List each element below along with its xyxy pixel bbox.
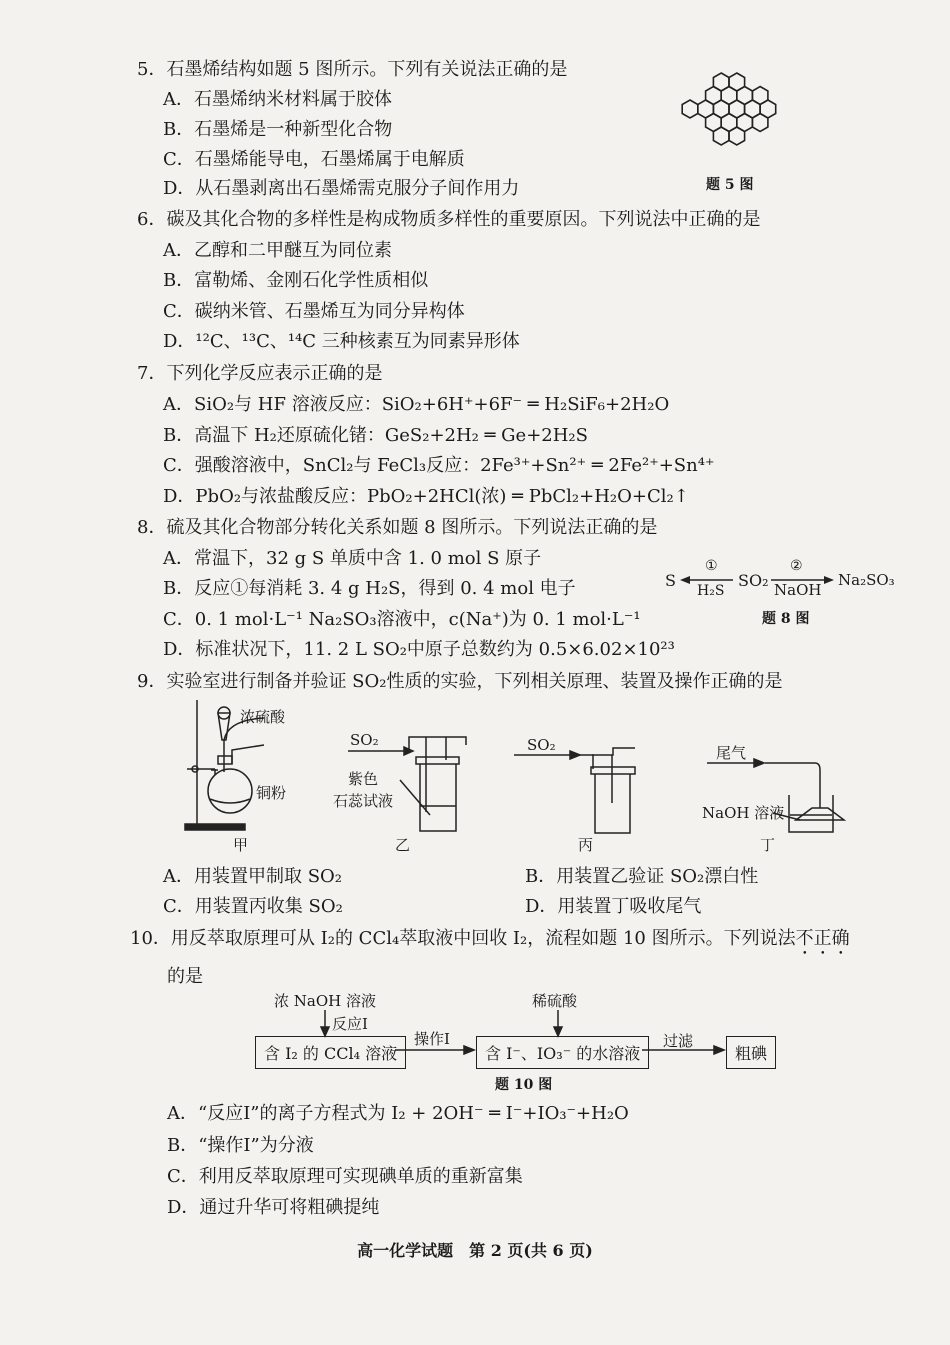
q10-figure-caption: 题 10 图 [495,1077,553,1093]
q9-copper-powder-label: 铜粉 [256,784,287,802]
q8-stem: 8．硫及其化合物部分转化关系如题 8 图所示。下列说法正确的是 [137,517,658,538]
q10-reagent-dilute-h2so4: 稀硫酸 [532,992,578,1010]
q6-stem: 6．碳及其化合物的多样性是构成物质多样性的重要原因。下列说法中正确的是 [137,209,761,230]
q9-apparatus-bing-label: 丙 [578,836,594,854]
q8-figure-caption: 题 8 图 [762,611,810,627]
q7-option-b: B．高温下 H₂还原硫化锗：GeS₂+2H₂ ═ Ge+2H₂S [163,425,588,446]
q8-reagent-h2s: H₂S [697,583,725,599]
q9-yi-gas-label: SO₂ [350,731,379,749]
q9-option-c: C．用装置丙收集 SO₂ [163,896,343,917]
q9-litmus-label-2: 石蕊试液 [333,792,394,810]
q8-option-c: C．0. 1 mol·L⁻¹ Na₂SO₃溶液中，c(Na⁺)为 0. 1 mol·L⁻¹ [163,609,641,630]
q10-stem-part-1: 10．用反萃取原理可从 I₂的 CCl₄萃取液中回收 I₂，流程如题 10 图所示。下列说法 [130,928,796,949]
q7-option-d: D．PbO₂与浓盐酸反应：PbO₂+2HCl(浓) ═ PbCl₂+H₂O+Cl₂↑ [163,486,689,507]
q8-option-d: D．标准状况下，11. 2 L SO₂中原子总数约为 0.5×6.02×10²³ [163,639,675,660]
q10-stem-emphasis: 不正确 [795,928,850,949]
q9-option-d: D．用装置丁吸收尾气 [525,896,702,917]
q8-na2so3: Na₂SO₃ [838,571,895,589]
q10-option-a: A．“反应Ⅰ”的离子方程式为 I₂ + 2OH⁻ ═ I⁻+IO₃⁻+H₂O [167,1103,629,1124]
q9-bing-gas-label: SO₂ [527,736,556,754]
q5-stem: 5．石墨烯结构如题 5 图所示。下列有关说法正确的是 [137,59,568,80]
q9-stem: 9．实验室进行制备并验证 SO₂性质的实验，下列相关原理、装置及操作正确的是 [137,671,783,692]
q8-sulfur: S [665,571,676,590]
q10-box-i2-ccl4: 含 I₂ 的 CCl₄ 溶液 [255,1036,406,1069]
q9-apparatus-yi-label: 乙 [395,836,411,854]
q8-reagent-naoh: NaOH [774,581,822,599]
q5-option-c: C．石墨烯能导电，石墨烯属于电解质 [163,149,465,170]
q8-so2: SO₂ [738,571,769,590]
q6-option-d: D．¹²C、¹³C、¹⁴C 三种核素互为同素异形体 [163,331,520,352]
q10-reagent-naoh: 浓 NaOH 溶液 [274,992,376,1010]
q6-option-b: B．富勒烯、金刚石化学性质相似 [163,270,429,291]
q5-option-a: A．石墨烯纳米材料属于胶体 [163,89,392,110]
q8-option-a: A．常温下，32 g S 单质中含 1. 0 mol S 原子 [163,548,542,569]
q9-option-a: A．用装置甲制取 SO₂ [163,866,343,887]
page-footer: 高一化学试题 第 2 页(共 6 页) [357,1241,593,1260]
q9-tail-gas-label: 尾气 [716,744,747,762]
q5-option-b: B．石墨烯是一种新型化合物 [163,119,393,140]
q10-option-b: B．“操作Ⅰ”为分液 [167,1135,314,1156]
q10-box-aqueous-solution: 含 I⁻、IO₃⁻ 的水溶液 [476,1036,649,1069]
q9-litmus-label-1: 紫色 [348,770,379,788]
q10-reaction-1-label: 反应Ⅰ [332,1015,368,1033]
q10-option-c: C．利用反萃取原理可实现碘单质的重新富集 [167,1166,523,1187]
q6-option-a: A．乙醇和二甲醚互为同位素 [163,240,392,261]
q9-option-b: B．用装置乙验证 SO₂漂白性 [525,866,759,887]
q9-naoh-solution-label: NaOH 溶液 [702,804,785,822]
q5-figure-caption: 题 5 图 [706,177,754,193]
q10-option-d: D．通过升华可将粗碘提纯 [167,1197,380,1218]
q6-option-c: C．碳纳米管、石墨烯互为同分异构体 [163,301,465,322]
q10-operation-1-label: 操作Ⅰ [414,1030,450,1048]
q7-stem: 7．下列化学反应表示正确的是 [137,363,383,384]
q8-reaction-2: ② [790,558,803,574]
q10-box-crude-iodine: 粗碘 [726,1036,776,1069]
q10-filtration-label: 过滤 [663,1032,694,1050]
q5-option-d: D．从石墨剥离出石墨烯需克服分子间作用力 [163,178,520,199]
q10-stem-cont: 的是 [167,966,203,987]
q8-option-b: B．反应①每消耗 3. 4 g H₂S，得到 0. 4 mol 电子 [163,578,576,599]
q7-option-c: C．强酸溶液中，SnCl₂与 FeCl₃反应：2Fe³⁺+Sn²⁺ ═ 2Fe²⁺+Sn⁴⁺ [163,455,715,476]
q9-conc-sulfuric-acid-label: 浓硫酸 [240,708,286,726]
q8-reaction-1: ① [705,558,718,574]
q7-option-a: A．SiO₂与 HF 溶液反应：SiO₂+6H⁺+6F⁻ ═ H₂SiF₆+2H₂O [163,394,670,415]
q9-apparatus-jia-label: 甲 [233,836,249,854]
q9-apparatus-ding-label: 丁 [760,836,776,854]
